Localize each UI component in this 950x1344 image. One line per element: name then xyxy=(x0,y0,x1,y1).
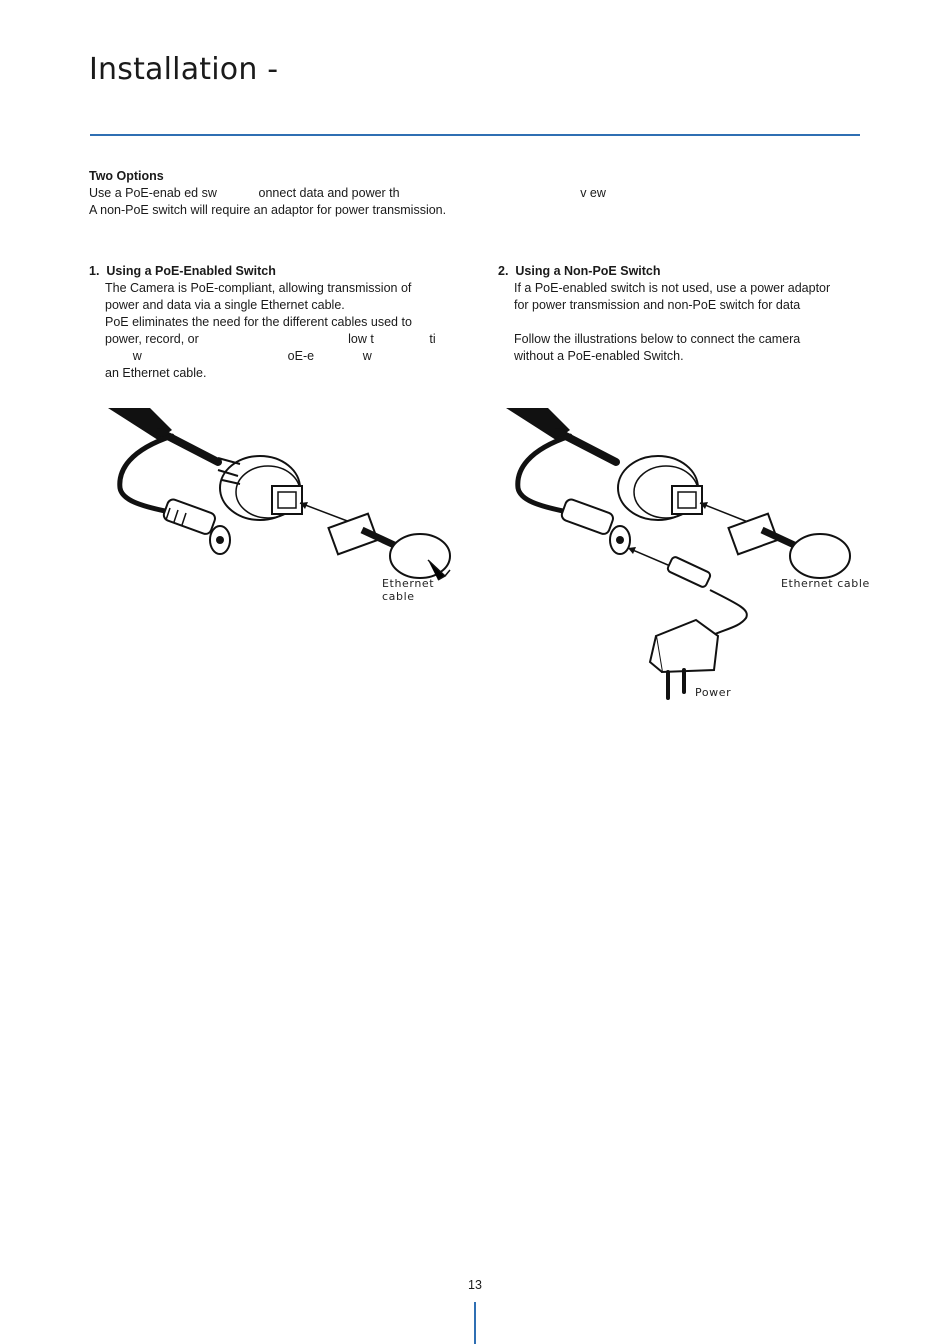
section-non-poe-switch xyxy=(498,263,878,365)
section-line xyxy=(514,314,878,331)
camera-cable-power-illustration xyxy=(500,400,870,710)
section-line: w oE-e w xyxy=(105,349,372,363)
intro-line: Use a PoE-enab ed sw onnect data and power th v ew xyxy=(89,186,606,200)
section-line: Follow the illustrations below to connect the camera xyxy=(514,332,801,346)
intro-heading: Two Options xyxy=(89,169,164,183)
section-line: power, record, or low t ti xyxy=(105,332,436,346)
intro-line: A non-PoE switch will require an adaptor for power transmission. xyxy=(89,203,447,217)
ethernet-cable-label: Ethernet cable xyxy=(781,577,870,590)
section-line: an Ethernet cable. xyxy=(105,366,207,380)
page-title: Installation - xyxy=(89,52,279,87)
section-poe-switch xyxy=(89,263,469,382)
section-line: power and data via a single Ethernet cable. xyxy=(105,298,345,312)
poe-connection-illustration xyxy=(100,400,470,603)
ethernet-cable-label: Ethernet cable xyxy=(382,577,435,603)
section-heading: 2. Using a Non-PoE Switch xyxy=(498,264,661,278)
non-poe-connection-illustration xyxy=(500,400,870,710)
section-line: The Camera is PoE-compliant, allowing transmission of xyxy=(105,281,412,295)
section-line: PoE eliminates the need for the different cables used to xyxy=(105,315,412,329)
title-divider xyxy=(90,134,860,136)
section-line: for power transmission and non-PoE switch for data xyxy=(514,298,801,312)
power-label: Power xyxy=(695,686,732,699)
section-line: If a PoE-enabled switch is not used, use a power adaptor xyxy=(514,281,831,295)
section-heading: 1. Using a PoE-Enabled Switch xyxy=(89,264,276,278)
section-line: without a PoE-enabled Switch. xyxy=(514,349,684,363)
intro-block xyxy=(89,168,849,219)
page-number-marker xyxy=(474,1302,476,1344)
page-number: 13 xyxy=(468,1278,482,1292)
camera-cable-illustration xyxy=(100,400,470,600)
